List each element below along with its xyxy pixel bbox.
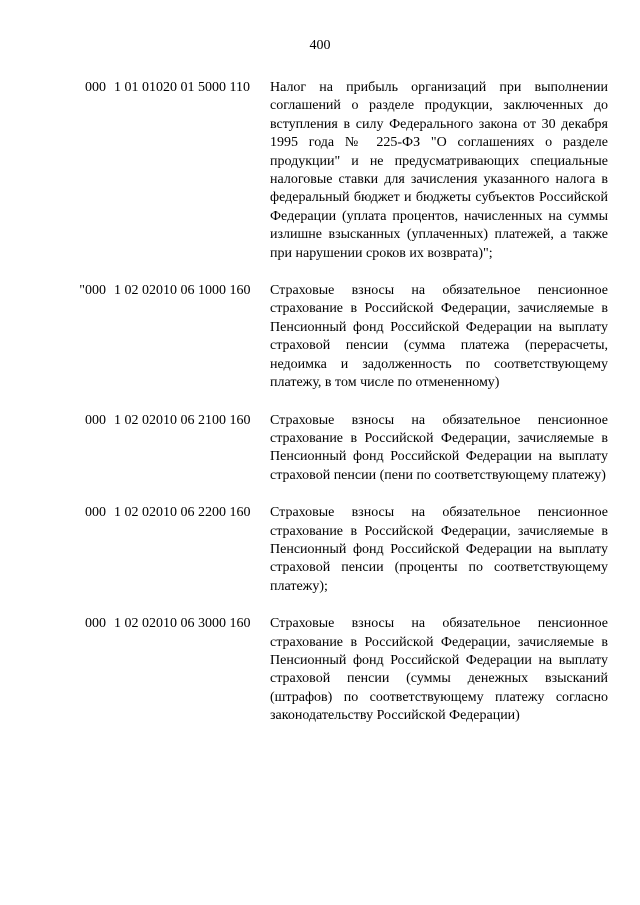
kbk-code: 1 02 02010 06 1000 160 [114,283,251,299]
kbk-code: 1 02 02010 06 2100 160 [114,412,251,428]
admin-code: 000 [85,616,106,632]
list-item [0,412,640,486]
kbk-code: 1 02 02010 06 2200 160 [114,505,251,521]
entry-description: Страховые взносы на обязательное пенсионное страхование в Российской Федерации, зачисляемые в Пенсионный фонд Российской Федерации на выплату страховой пенсии (пени по соответствующему платежу) [270,412,608,483]
kbk-code: 1 01 01020 01 5000 110 [114,80,250,95]
admin-code: 000 [85,80,106,95]
list-item [0,504,640,596]
entry-description: Страховые взносы на обязательное пенсионное страхование в Российской Федерации, зачисляемые в Пенсионный фонд Российской Федерации на выплату страховой пенсии (суммы денежных взысканий (штрафов) по соответствующему платежу согласно законодательству Российской Федерации) [270,616,608,724]
entry-description: Страховые взносы на обязательное пенсионное страхование в Российской Федерации, зачисляемые в Пенсионный фонд Российской Федерации на выплату страховой пенсии (проценты по соответствующему платежу); [270,505,608,594]
budget-classification-list [0,79,640,745]
list-item [0,615,640,725]
page-number: 400 [309,38,331,53]
list-item [0,282,640,392]
admin-code: 000 [85,505,106,521]
list-item [0,79,640,263]
kbk-code: 1 02 02010 06 3000 160 [114,616,251,632]
entry-description: Страховые взносы на обязательное пенсионное страхование в Российской Федерации, зачисляемые в Пенсионный фонд Российской Федерации на выплату страховой пенсии (сумма платежа (перерасчеты, недоимка и задолженность по соответствующему платежу, в том числе по отмененному) [270,283,608,391]
entry-description: Налог на прибыль организаций при выполнении соглашений о разделе продукции, заключенных до вступления в силу Федерального закона от 30 декабря 1995 года № 225-ФЗ "О соглашениях о разделе продукции" и не предусматривающих специальные налоговые ставки для зачисления указанного налога в федеральный бюджет и бюджеты субъектов Российской Федерации (уплата процентов, начисленных на суммы излишне взысканных (уплаченных) платежей, а также при нарушении сроков их возврата)"; [270,80,608,261]
admin-code: "000 [79,283,106,299]
admin-code: 000 [85,412,106,428]
